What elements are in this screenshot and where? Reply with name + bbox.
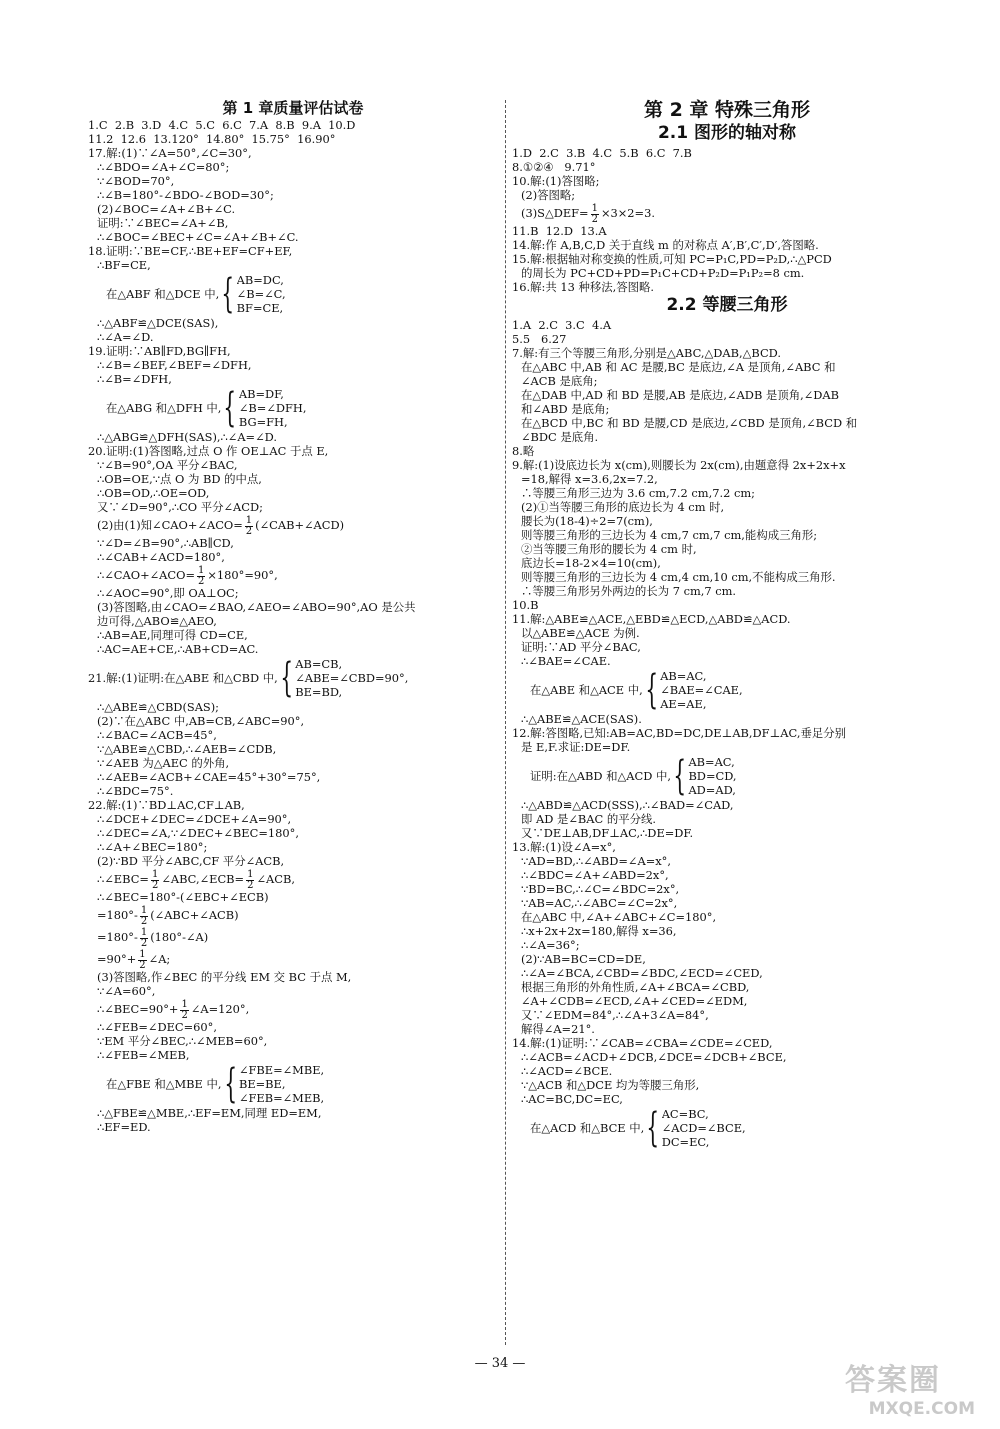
brace-icon: { bbox=[280, 655, 293, 701]
text: (2)由(1)知∠CAO+∠ACO= bbox=[97, 518, 243, 532]
answer-line: ∴△ABG≌△DFH(SAS),∴∠A=∠D. bbox=[97, 430, 277, 444]
watermark-logo bbox=[845, 1355, 975, 1419]
fraction bbox=[151, 870, 159, 891]
answer-line: (2)∵AB=BC=CD=DE, bbox=[521, 952, 646, 966]
answer-line: 的周长为 PC+CD+PD=P₁C+CD+P₂D=P₁P₂=8 cm. bbox=[521, 266, 805, 280]
numerator: 1 bbox=[245, 514, 253, 526]
answer-line: (2)∠BOC=∠A+∠B+∠C. bbox=[97, 202, 236, 216]
answer-line: (2)答图略; bbox=[521, 188, 576, 202]
answer-line: 在△BCD 中,BC 和 BD 是腰,CD 是底边,∠CBD 是顶角,∠BCD 和 bbox=[521, 416, 858, 430]
numerator: 1 bbox=[181, 998, 188, 1010]
answer-line: 则等腰三角形的三边长为 4 cm,7 cm,7 cm,能构成三角形; bbox=[521, 528, 818, 542]
answer-line: ∴△ABE≌△CBD(SAS); bbox=[97, 700, 219, 714]
answer-line: 则等腰三角形的三边长为 4 cm,4 cm,10 cm,不能构成三角形. bbox=[521, 570, 836, 584]
brace-icon: { bbox=[645, 667, 658, 713]
answer-line: ∴OB=OD,∴OE=OD, bbox=[97, 486, 210, 500]
system-row: DC=EC, bbox=[661, 1135, 710, 1149]
watermark-mark: 答案圈 bbox=[845, 1363, 941, 1398]
fraction bbox=[138, 950, 146, 971]
system-row: BF=CE, bbox=[236, 301, 284, 315]
system-row: ∠B=∠DFH, bbox=[238, 401, 307, 415]
answer-line: 8.①②④ 9.71° bbox=[512, 160, 596, 174]
brace-icon: { bbox=[673, 753, 687, 799]
answer-line: 解得∠A=21°. bbox=[521, 1022, 595, 1036]
text: ∠ABC,∠ECB= bbox=[161, 872, 245, 886]
system-prefix: 在△ABE 和△ACE 中, bbox=[530, 683, 643, 697]
system-row: BD=CD, bbox=[688, 769, 737, 783]
answer-line: 又∵∠EDM=84°,∴∠A+3∠A=84°, bbox=[521, 1008, 709, 1022]
answer-line: 16.解:共 13 种移法,答图略. bbox=[512, 280, 655, 294]
answer-line: 底边长=18-2×4=10(cm), bbox=[521, 556, 661, 570]
numerator: 1 bbox=[247, 868, 254, 880]
answer-line: 12.解:答图略,已知:AB=AC,BD=DC,DE⊥AB,DF⊥AC,垂足分别 bbox=[512, 726, 847, 740]
fraction bbox=[140, 928, 148, 949]
answer-line: ∵EM 平分∠BEC,∴∠MEB=60°, bbox=[97, 1034, 268, 1048]
numerator: 1 bbox=[140, 926, 148, 938]
answer-line: ∴∠B=180°-∠BDO-∠BOD=30°; bbox=[97, 188, 274, 202]
answer-line: ∴∠A+∠BEC=180°; bbox=[97, 840, 208, 854]
answer-line: ∴∠A=∠D. bbox=[97, 330, 154, 344]
answer-line: ∴BF=CE, bbox=[97, 258, 151, 272]
answer-line-with-fraction bbox=[512, 202, 942, 224]
answer-line: ∴∠BDC=∠A+∠ABD=2x°, bbox=[521, 868, 669, 882]
answer-line: ∠A+∠CDB=∠ECD,∠A+∠CED=∠EDM, bbox=[521, 994, 748, 1008]
answer-line: ∴等腰三角形另外两边的长为 7 cm,7 cm. bbox=[521, 584, 737, 598]
answer-line: 以△ABE≌△ACE 为例. bbox=[521, 626, 640, 640]
system-row: ∠FEB=∠MEB, bbox=[238, 1091, 325, 1105]
answer-line: ∴∠A=36°; bbox=[521, 938, 580, 952]
answer-line: ∴OB=OE,∵点 O 为 BD 的中点, bbox=[97, 472, 262, 486]
answer-line: 5.5 6.27 bbox=[512, 332, 567, 346]
numerator: 1 bbox=[197, 564, 205, 576]
answer-line: ∴∠B=∠BEF,∠BEF=∠DFH, bbox=[97, 358, 252, 372]
answer-line: ∴△FBE≌△MBE,∴EF=EM,同理 ED=EM, bbox=[97, 1106, 322, 1120]
answer-line: =18,解得 x=3.6,2x=7.2, bbox=[521, 472, 658, 486]
answer-line: ∴∠BDC=75°. bbox=[97, 784, 174, 798]
answer-line: ∵∠D=∠B=90°,∴AB∥CD, bbox=[97, 536, 234, 550]
answer-line: (3)答图略,作∠BEC 的平分线 EM 交 BC 于点 M, bbox=[97, 970, 352, 984]
answer-line: 15.解:根据轴对称变换的性质,可知 PC=P₁C,PD=P₂D,∴△PCD bbox=[512, 252, 832, 266]
system-prefix: 在△FBE 和△MBE 中, bbox=[106, 1077, 222, 1091]
chapter1-test-title: 第 1 章质量评估试卷 bbox=[222, 99, 364, 117]
answer-line: ∠ACB 是底角; bbox=[521, 374, 598, 388]
system-prefix: 在△ABF 和△DCE 中, bbox=[106, 287, 220, 301]
text: =180°- bbox=[97, 930, 138, 944]
answer-line: 在△ABC 中,AB 和 AC 是腰,BC 是底边,∠A 是顶角,∠ABC 和 bbox=[521, 360, 836, 374]
page-number: — 34 — bbox=[474, 1356, 526, 1371]
answer-line-with-fraction bbox=[88, 926, 498, 948]
answer-line: ∴∠FEB=∠MEB, bbox=[97, 1048, 190, 1062]
answer-line: 20.证明:(1)答图略,过点 O 作 OE⊥AC 于点 E, bbox=[88, 444, 329, 458]
answer-line-with-fraction bbox=[88, 948, 498, 970]
denominator: 2 bbox=[247, 879, 254, 890]
system-prefix: 在△ACD 和△BCE 中, bbox=[530, 1121, 645, 1135]
system-row: ∠ABE=∠CBD=90°, bbox=[295, 671, 409, 685]
brace-icon: { bbox=[223, 385, 237, 431]
answer-line: 根据三角形的外角性质,∠A+∠BCA=∠CBD, bbox=[521, 980, 750, 994]
system-row: AB=DC, bbox=[236, 273, 284, 287]
answer-line: ∴∠ACB=∠ACD+∠DCB,∠DCE=∠DCB+∠BCE, bbox=[521, 1050, 787, 1064]
answer-line: ∵∠A=60°, bbox=[97, 984, 156, 998]
answer-line: (3)答图略,由∠CAO=∠BAO,∠AEO=∠ABO=90°,AO 是公共 bbox=[97, 600, 416, 614]
answer-line: 7.解:有三个等腰三角形,分别是△ABC,△DAB,△BCD. bbox=[512, 346, 782, 360]
equation-system bbox=[88, 386, 498, 430]
left-column bbox=[88, 98, 498, 1134]
answer-line-with-fraction bbox=[88, 868, 498, 890]
denominator: 2 bbox=[140, 937, 148, 948]
answer-line: 在△ABC 中,∠A+∠ABC+∠C=180°, bbox=[521, 910, 717, 924]
equation-system bbox=[88, 656, 498, 700]
answer-line: ∵AB=AC,∴∠ABC=∠C=2x°, bbox=[521, 896, 678, 910]
equation-system bbox=[512, 1106, 942, 1150]
answer-line: ∵△ACB 和△DCE 均为等腰三角形, bbox=[521, 1078, 700, 1092]
fraction bbox=[140, 906, 148, 927]
answer-line: ∴∠B=∠DFH, bbox=[97, 372, 172, 386]
answer-line: 11.B 12.D 13.A bbox=[512, 224, 607, 238]
answer-line: ∴AB=AE,同理可得 CD=CE, bbox=[97, 628, 248, 642]
system-row: AD=AD, bbox=[688, 783, 736, 797]
system-prefix: 在△ABG 和△DFH 中, bbox=[106, 401, 222, 415]
answer-line: ∠BDC 是底角. bbox=[521, 430, 599, 444]
answer-line: ∴△ABF≌△DCE(SAS), bbox=[97, 316, 219, 330]
answer-line: 11.2 12.6 13.120° 14.80° 15.75° 16.90° bbox=[88, 132, 336, 146]
denominator: 2 bbox=[591, 213, 598, 224]
answer-line: ∴∠BOC=∠BEC+∠C=∠A+∠B+∠C. bbox=[97, 230, 299, 244]
answer-line-with-fraction bbox=[88, 998, 498, 1020]
text: ∠A=120°, bbox=[190, 1002, 250, 1016]
answer-line: ∴△ABD≌△ACD(SSS),∴∠BAD=∠CAD, bbox=[521, 798, 734, 812]
brace-icon: { bbox=[221, 271, 235, 317]
brace-icon: { bbox=[223, 1061, 237, 1107]
answer-line: ∴∠BEC=180°-(∠EBC+∠ECB) bbox=[97, 890, 269, 904]
answer-line: 17.解:(1)∵∠A=50°,∠C=30°, bbox=[88, 146, 252, 160]
system-row: ∠B=∠C, bbox=[236, 287, 286, 301]
system-row: BE=BE, bbox=[238, 1077, 286, 1091]
answer-line: ∵BD=BC,∴∠C=∠BDC=2x°, bbox=[521, 882, 680, 896]
denominator: 2 bbox=[151, 879, 159, 890]
answer-line-with-fraction bbox=[88, 514, 498, 536]
brace-icon: { bbox=[646, 1105, 660, 1151]
answer-line: ∴∠ACD=∠BCE. bbox=[521, 1064, 613, 1078]
answer-line: ∴AC=BC,DC=EC, bbox=[521, 1092, 623, 1106]
answer-line: 即 AD 是∠BAC 的平分线. bbox=[521, 812, 657, 826]
answer-line: 证明:∵AD 平分∠BAC, bbox=[521, 640, 641, 654]
answer-line-with-fraction bbox=[88, 564, 498, 586]
system-prefix: 证明:在△ABD 和△ACD 中, bbox=[530, 769, 671, 783]
system-row: AB=DF, bbox=[238, 387, 284, 401]
answer-line: 又∵DE⊥AB,DF⊥AC,∴DE=DF. bbox=[521, 826, 694, 840]
answer-line: ∴∠AOC=90°,即 OA⊥OC; bbox=[97, 586, 239, 600]
section-2-1-title: 2.1 图形的轴对称 bbox=[657, 123, 797, 143]
equation-system bbox=[88, 272, 498, 316]
answer-line: 又∵∠D=90°,∴CO 平分∠ACD; bbox=[97, 500, 263, 514]
denominator: 2 bbox=[139, 959, 146, 970]
equation-system bbox=[88, 1062, 498, 1106]
answer-line: ∴△ABE≌△ACE(SAS). bbox=[521, 712, 642, 726]
answer-line: ∴∠BAE=∠CAE. bbox=[521, 654, 611, 668]
answer-line: (2)①当等腰三角形的底边长为 4 cm 时, bbox=[521, 500, 725, 514]
numerator: 1 bbox=[591, 202, 598, 214]
answer-line-with-fraction bbox=[88, 904, 498, 926]
fraction bbox=[246, 870, 254, 891]
text: =180°- bbox=[97, 908, 138, 922]
answer-line: 在△DAB 中,AD 和 BD 是腰,AB 是底边,∠ADB 是顶角,∠DAB bbox=[521, 388, 839, 402]
fraction bbox=[245, 516, 253, 537]
answer-line: 19.证明:∵AB∥FD,BG∥FH, bbox=[88, 344, 231, 358]
answer-line: 9.解:(1)设底边长为 x(cm),则腰长为 2x(cm),由题意得 2x+2x+x bbox=[512, 458, 846, 472]
answer-line: 1.D 2.C 3.B 4.C 5.B 6.C 7.B bbox=[512, 146, 692, 160]
system-prefix: 21.解:(1)证明:在△ABE 和△CBD 中, bbox=[88, 671, 278, 685]
fraction bbox=[180, 1000, 188, 1021]
answer-line: ∴∠CAB+∠ACD=180°, bbox=[97, 550, 225, 564]
numerator: 1 bbox=[151, 868, 159, 880]
answer-line: ∴AC=AE+CE,∴AB+CD=AC. bbox=[97, 642, 259, 656]
denominator: 2 bbox=[181, 1009, 188, 1020]
answer-line: (2)∵BD 平分∠ABC,CF 平分∠ACB, bbox=[97, 854, 285, 868]
system-row: AB=CB, bbox=[295, 657, 343, 671]
answer-line: 18.证明:∵BE=CF,∴BE+EF=CF+EF, bbox=[88, 244, 293, 258]
column-divider bbox=[505, 100, 506, 1345]
answers-1-18 bbox=[88, 118, 498, 272]
answer-line: 11.解:△ABE≌△ACE,△EBD≌△ECD,△ABD≌△ACD. bbox=[512, 612, 791, 626]
answer-line: ∵∠AEB 为△AEC 的外角, bbox=[97, 756, 230, 770]
text: (3)S△DEF= bbox=[521, 206, 589, 220]
text: ∴∠EBC= bbox=[97, 872, 149, 886]
answer-line: ②当等腰三角形的腰长为 4 cm 时, bbox=[521, 542, 697, 556]
answer-line: ∵∠BOD=70°, bbox=[97, 174, 175, 188]
text: (∠CAB+∠ACD) bbox=[255, 518, 345, 532]
answer-line: 22.解:(1)∵BD⊥AC,CF⊥AB, bbox=[88, 798, 245, 812]
answer-line: 14.解:(1)证明:∵∠CAB=∠CBA=∠CDE=∠CED, bbox=[512, 1036, 773, 1050]
answer-line: 8.略 bbox=[512, 444, 535, 458]
system-row: ∠BAE=∠CAE, bbox=[660, 683, 743, 697]
system-row: AC=BC, bbox=[661, 1107, 709, 1121]
answer-line: (2)∵在△ABC 中,AB=CB,∠ABC=90°, bbox=[97, 714, 305, 728]
answer-line: ∴∠DEC=∠A,∵∠DEC+∠BEC=180°, bbox=[97, 826, 299, 840]
answer-line: ∴∠BDO=∠A+∠C=80°; bbox=[97, 160, 230, 174]
denominator: 2 bbox=[197, 575, 205, 586]
answer-line: 14.解:作 A,B,C,D 关于直线 m 的对称点 A′,B′,C′,D′,答图略. bbox=[512, 238, 819, 252]
system-row: AB=AC, bbox=[660, 669, 707, 683]
answer-line: ∴EF=ED. bbox=[97, 1120, 151, 1134]
fraction bbox=[591, 204, 599, 225]
answer-line: 边可得,△ABO≌△AEO, bbox=[97, 614, 217, 628]
answer-line: ∵△ABE≌△CBD,∴∠AEB=∠CDB, bbox=[97, 742, 277, 756]
text: ×3×2=3. bbox=[600, 206, 655, 220]
text: (∠ABC+∠ACB) bbox=[150, 908, 239, 922]
system-row: ∠FBE=∠MBE, bbox=[238, 1063, 325, 1077]
answer-line: 是 E,F.求证:DE=DF. bbox=[521, 740, 631, 754]
answer-line: ∵AD=BD,∴∠ABD=∠A=x°, bbox=[521, 854, 671, 868]
text: (180°-∠A) bbox=[150, 930, 209, 944]
text: ∴∠CAO+∠ACO= bbox=[97, 568, 195, 582]
equation-system bbox=[512, 668, 942, 712]
system-row: AE=AE, bbox=[660, 697, 707, 711]
numerator: 1 bbox=[140, 904, 148, 916]
answer-line: 10.B bbox=[512, 598, 539, 612]
watermark-site: MXQE.COM bbox=[868, 1399, 975, 1419]
numerator: 1 bbox=[139, 948, 146, 960]
denominator: 2 bbox=[140, 915, 148, 926]
section-2-2-title: 2.2 等腰三角形 bbox=[666, 295, 788, 315]
chapter2-title: 第 2 章 特殊三角形 bbox=[643, 99, 811, 121]
answer-line: 1.A 2.C 3.C 4.A bbox=[512, 318, 612, 332]
answer-line: 10.解:(1)答图略; bbox=[512, 174, 600, 188]
text: ∴∠BEC=90°+ bbox=[97, 1002, 179, 1016]
text: ×180°=90°, bbox=[207, 568, 278, 582]
answer-line: ∴∠DCE+∠DEC=∠DCE+∠A=90°, bbox=[97, 812, 292, 826]
answer-line: ∴x+2x+2x=180,解得 x=36, bbox=[521, 924, 677, 938]
system-row: BG=FH, bbox=[238, 415, 288, 429]
text: =90°+ bbox=[97, 952, 137, 966]
answer-line: ∵∠B=90°,OA 平分∠BAC, bbox=[97, 458, 238, 472]
answer-line: ∴∠FEB=∠DEC=60°, bbox=[97, 1020, 217, 1034]
answer-line: ∴∠BAC=∠ACB=45°, bbox=[97, 728, 217, 742]
answer-line: 腰长为(18-4)÷2=7(cm), bbox=[521, 514, 653, 528]
answer-line: ∴等腰三角形三边为 3.6 cm,7.2 cm,7.2 cm; bbox=[521, 486, 755, 500]
answer-line: 1.C 2.B 3.D 4.C 5.C 6.C 7.A 8.B 9.A 10.D bbox=[88, 118, 356, 132]
answer-line: ∴∠A=∠BCA,∠CBD=∠BDC,∠ECD=∠CED, bbox=[521, 966, 763, 980]
text: ∠A; bbox=[148, 952, 171, 966]
fraction bbox=[197, 566, 205, 587]
answer-line: 13.解:(1)设∠A=x°, bbox=[512, 840, 616, 854]
text: ∠ACB, bbox=[256, 872, 295, 886]
system-row: BE=BD, bbox=[295, 685, 343, 699]
system-row: ∠ACD=∠BCE, bbox=[661, 1121, 746, 1135]
answer-line: ∴∠AEB=∠ACB+∠CAE=45°+30°=75°, bbox=[97, 770, 321, 784]
answer-line: 和∠ABD 是底角; bbox=[521, 402, 610, 416]
system-row: AB=AC, bbox=[688, 755, 735, 769]
denominator: 2 bbox=[245, 525, 253, 536]
equation-system bbox=[512, 754, 942, 798]
answer-line: 证明:∵∠BEC=∠A+∠B, bbox=[97, 216, 229, 230]
right-column bbox=[512, 98, 942, 1150]
